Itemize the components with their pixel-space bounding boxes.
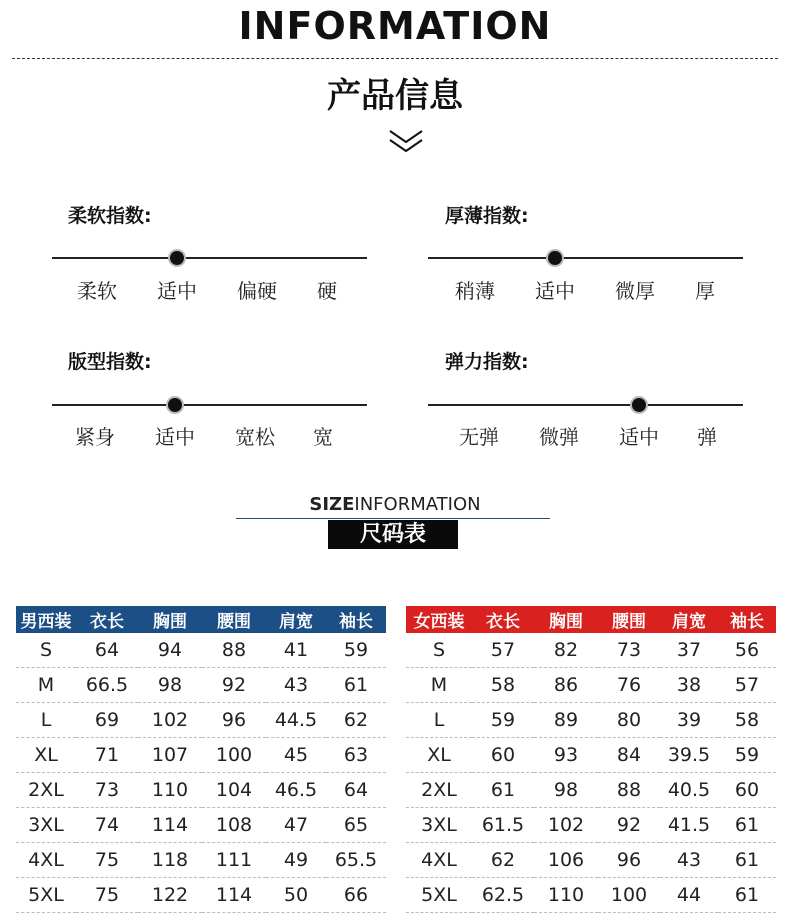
- measurement-cell: 59: [326, 633, 386, 668]
- table-row: [16, 633, 386, 668]
- table-header-cell: 肩宽: [660, 606, 718, 633]
- scale-knob-elasticity: [632, 398, 646, 412]
- measurement-cell: 61.5: [472, 808, 534, 843]
- measurement-cell: 73: [76, 773, 138, 808]
- size-label-cell: 2XL: [406, 773, 472, 808]
- measurement-cell: 80: [598, 703, 660, 738]
- measurement-cell: 61: [326, 668, 386, 703]
- table-row: [406, 843, 776, 878]
- index-label-fit: 版型指数:: [68, 351, 152, 373]
- table-row: [406, 703, 776, 738]
- table-header-cell: 女西装: [406, 606, 472, 633]
- size-label-cell: L: [16, 703, 76, 738]
- measurement-cell: 57: [718, 668, 776, 703]
- size-label-cell: S: [406, 633, 472, 668]
- measurement-cell: 47: [266, 808, 326, 843]
- measurement-cell: 46.5: [266, 773, 326, 808]
- scale-option: 无弹: [459, 425, 499, 449]
- index-label-softness: 柔软指数:: [68, 205, 152, 227]
- measurement-cell: 65.5: [326, 843, 386, 878]
- table-row: [406, 633, 776, 668]
- measurement-cell: 92: [202, 668, 266, 703]
- size-label-cell: 4XL: [406, 843, 472, 878]
- measurement-cell: 66: [326, 878, 386, 913]
- measurement-cell: 57: [472, 633, 534, 668]
- measurement-cell: 76: [598, 668, 660, 703]
- table-header-cell: 衣长: [76, 606, 138, 633]
- measurement-cell: 110: [138, 773, 202, 808]
- size-label-cell: 5XL: [406, 878, 472, 913]
- measurement-cell: 114: [202, 878, 266, 913]
- men-size-table: [16, 606, 386, 913]
- table-row: [406, 773, 776, 808]
- scale-option: 偏硬: [237, 279, 277, 303]
- measurement-cell: 45: [266, 738, 326, 773]
- measurement-cell: 93: [534, 738, 598, 773]
- measurement-cell: 96: [598, 843, 660, 878]
- title-cn: 产品信息: [327, 76, 463, 116]
- measurement-cell: 122: [138, 878, 202, 913]
- scale-option: 柔软: [77, 279, 117, 303]
- table-row: [406, 668, 776, 703]
- measurement-cell: 114: [138, 808, 202, 843]
- measurement-cell: 61: [718, 808, 776, 843]
- measurement-cell: 75: [76, 878, 138, 913]
- size-title-en: SIZEINFORMATION: [309, 494, 481, 515]
- table-header-cell: 腰围: [598, 606, 660, 633]
- scale-option: 硬: [317, 279, 337, 303]
- measurement-cell: 62: [326, 703, 386, 738]
- table-header-cell: 男西装: [16, 606, 76, 633]
- measurement-cell: 118: [138, 843, 202, 878]
- scale-option: 厚: [695, 279, 715, 303]
- title-en: INFORMATION: [238, 4, 552, 48]
- size-label-cell: M: [406, 668, 472, 703]
- table-row: [16, 738, 386, 773]
- measurement-cell: 98: [138, 668, 202, 703]
- scale-option: 微弹: [539, 425, 579, 449]
- measurement-cell: 73: [598, 633, 660, 668]
- measurement-cell: 61: [718, 843, 776, 878]
- table-row: [16, 773, 386, 808]
- measurement-cell: 107: [138, 738, 202, 773]
- scale-line-elasticity: [428, 404, 743, 406]
- table-header-cell: 衣长: [472, 606, 534, 633]
- measurement-cell: 96: [202, 703, 266, 738]
- scale-knob-fit: [168, 398, 182, 412]
- size-label-cell: 2XL: [16, 773, 76, 808]
- measurement-cell: 88: [598, 773, 660, 808]
- measurement-cell: 92: [598, 808, 660, 843]
- measurement-cell: 58: [718, 703, 776, 738]
- measurement-cell: 58: [472, 668, 534, 703]
- size-label-cell: 4XL: [16, 843, 76, 878]
- dashed-divider: [12, 58, 778, 59]
- measurement-cell: 62.5: [472, 878, 534, 913]
- measurement-cell: 102: [534, 808, 598, 843]
- measurement-cell: 60: [472, 738, 534, 773]
- measurement-cell: 100: [598, 878, 660, 913]
- table-header-cell: 袖长: [326, 606, 386, 633]
- size-label-cell: 3XL: [16, 808, 76, 843]
- scale-knob-softness: [170, 251, 184, 265]
- measurement-cell: 61: [718, 878, 776, 913]
- measurement-cell: 88: [202, 633, 266, 668]
- measurement-cell: 49: [266, 843, 326, 878]
- measurement-cell: 43: [660, 843, 718, 878]
- table-header-cell: 袖长: [718, 606, 776, 633]
- measurement-cell: 56: [718, 633, 776, 668]
- size-title-cn: 尺码表: [328, 520, 458, 549]
- measurement-cell: 39: [660, 703, 718, 738]
- measurement-cell: 64: [326, 773, 386, 808]
- measurement-cell: 108: [202, 808, 266, 843]
- scale-option: 宽: [313, 425, 333, 449]
- measurement-cell: 66.5: [76, 668, 138, 703]
- measurement-cell: 50: [266, 878, 326, 913]
- table-header-cell: 胸围: [534, 606, 598, 633]
- measurement-cell: 41: [266, 633, 326, 668]
- table-row: [16, 808, 386, 843]
- scale-option: 宽松: [235, 425, 275, 449]
- measurement-cell: 104: [202, 773, 266, 808]
- table-row: [406, 738, 776, 773]
- measurement-cell: 65: [326, 808, 386, 843]
- table-header-cell: 胸围: [138, 606, 202, 633]
- table-header-cell: 肩宽: [266, 606, 326, 633]
- size-label-cell: S: [16, 633, 76, 668]
- table-row: [16, 843, 386, 878]
- measurement-cell: 59: [718, 738, 776, 773]
- measurement-cell: 43: [266, 668, 326, 703]
- measurement-cell: 61: [472, 773, 534, 808]
- scale-line-thickness: [428, 257, 743, 259]
- measurement-cell: 89: [534, 703, 598, 738]
- scale-line-fit: [52, 404, 367, 406]
- scale-option: 稍薄: [455, 279, 495, 303]
- measurement-cell: 69: [76, 703, 138, 738]
- table-header-cell: 腰围: [202, 606, 266, 633]
- measurement-cell: 84: [598, 738, 660, 773]
- scale-option: 紧身: [75, 425, 115, 449]
- measurement-cell: 37: [660, 633, 718, 668]
- scale-option: 弹: [697, 425, 717, 449]
- measurement-cell: 71: [76, 738, 138, 773]
- size-label-cell: L: [406, 703, 472, 738]
- measurement-cell: 44.5: [266, 703, 326, 738]
- scale-option: 适中: [157, 279, 197, 303]
- measurement-cell: 82: [534, 633, 598, 668]
- measurement-cell: 106: [534, 843, 598, 878]
- measurement-cell: 40.5: [660, 773, 718, 808]
- index-label-elasticity: 弹力指数:: [445, 351, 529, 373]
- size-label-cell: 5XL: [16, 878, 76, 913]
- table-row: [406, 808, 776, 843]
- women-size-table: [406, 606, 776, 913]
- scale-option: 微厚: [615, 279, 655, 303]
- table-row: [16, 668, 386, 703]
- measurement-cell: 59: [472, 703, 534, 738]
- table-row: [16, 878, 386, 913]
- index-label-thickness: 厚薄指数:: [445, 205, 529, 227]
- measurement-cell: 75: [76, 843, 138, 878]
- measurement-cell: 110: [534, 878, 598, 913]
- table-row: [16, 703, 386, 738]
- measurement-cell: 100: [202, 738, 266, 773]
- scale-line-softness: [52, 257, 367, 259]
- measurement-cell: 74: [76, 808, 138, 843]
- measurement-cell: 41.5: [660, 808, 718, 843]
- measurement-cell: 63: [326, 738, 386, 773]
- measurement-cell: 102: [138, 703, 202, 738]
- measurement-cell: 86: [534, 668, 598, 703]
- measurement-cell: 64: [76, 633, 138, 668]
- size-label-cell: XL: [406, 738, 472, 773]
- measurement-cell: 98: [534, 773, 598, 808]
- scale-knob-thickness: [548, 251, 562, 265]
- size-label-cell: XL: [16, 738, 76, 773]
- size-label-cell: M: [16, 668, 76, 703]
- measurement-cell: 38: [660, 668, 718, 703]
- measurement-cell: 94: [138, 633, 202, 668]
- scale-option: 适中: [155, 425, 195, 449]
- measurement-cell: 62: [472, 843, 534, 878]
- measurement-cell: 39.5: [660, 738, 718, 773]
- size-title-underline: [236, 518, 550, 519]
- table-row: [406, 878, 776, 913]
- scale-option: 适中: [535, 279, 575, 303]
- measurement-cell: 111: [202, 843, 266, 878]
- measurement-cell: 60: [718, 773, 776, 808]
- double-chevron-down-icon: [386, 128, 426, 156]
- measurement-cell: 44: [660, 878, 718, 913]
- scale-option: 适中: [619, 425, 659, 449]
- size-label-cell: 3XL: [406, 808, 472, 843]
